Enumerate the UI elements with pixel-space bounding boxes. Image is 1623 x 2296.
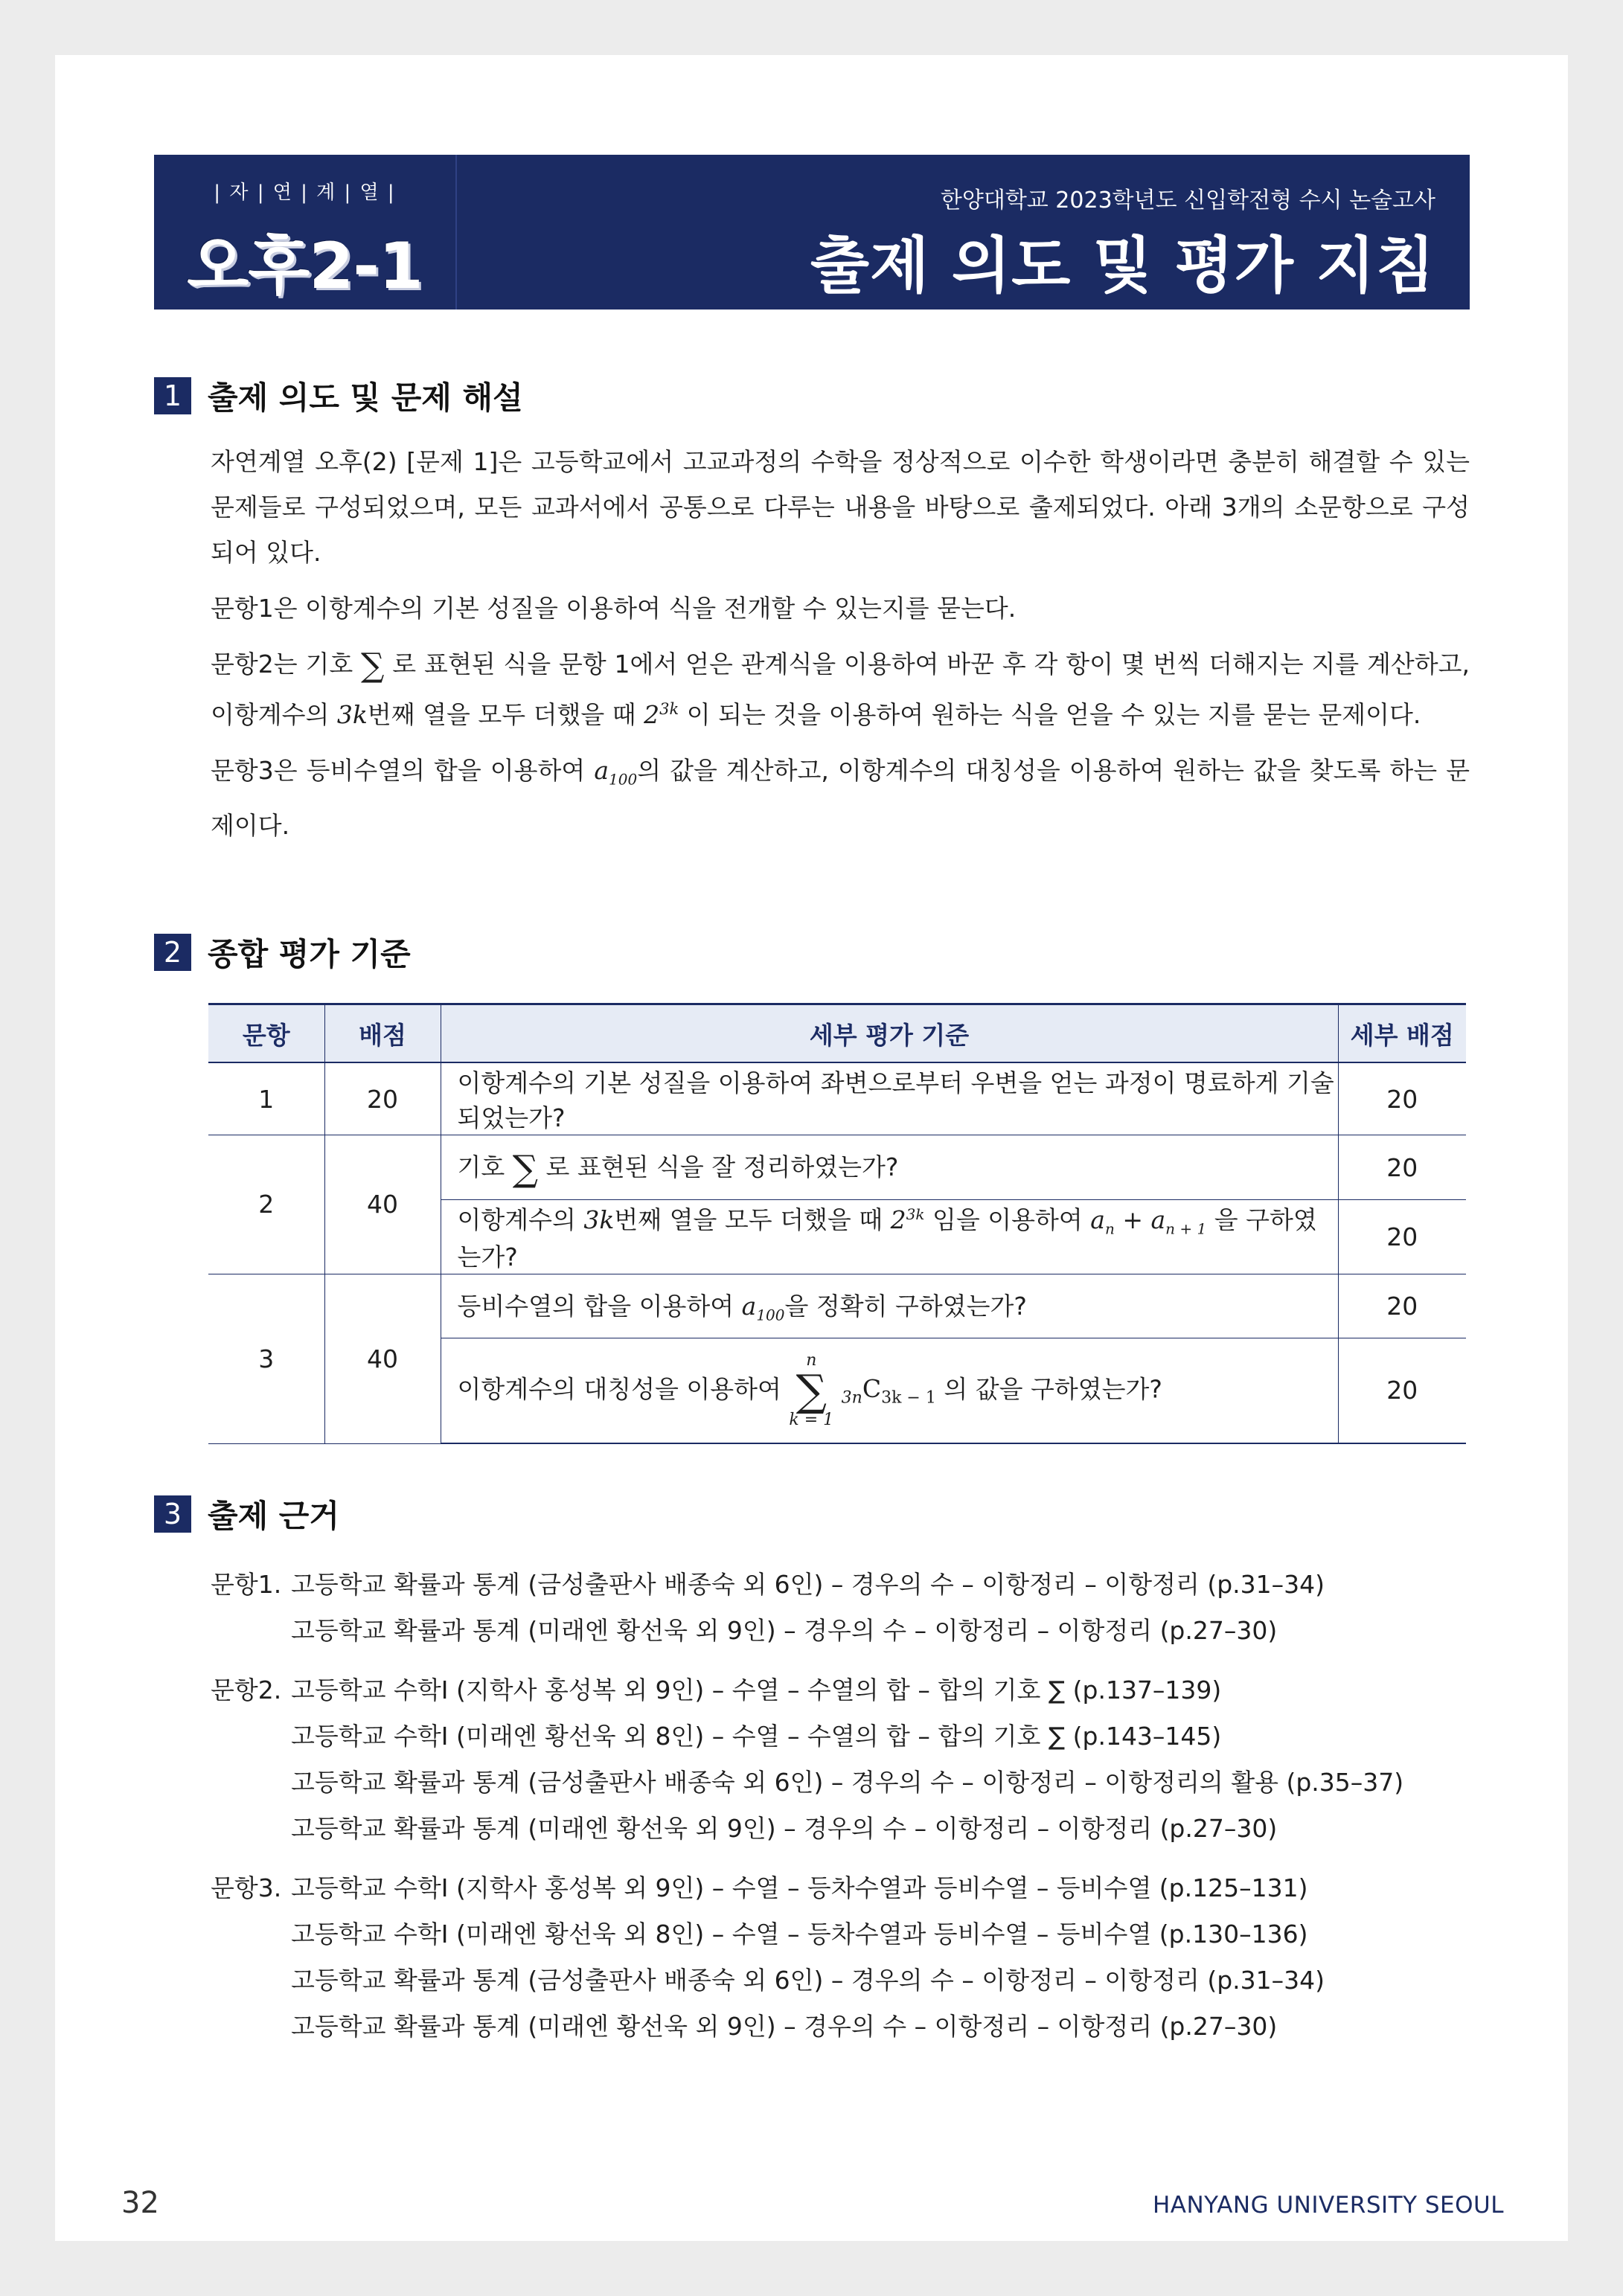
criterion-score: 20	[1338, 1338, 1466, 1443]
header-banner	[154, 155, 1470, 310]
item-score: 20	[324, 1062, 441, 1135]
criterion-score: 20	[1338, 1062, 1466, 1135]
reference-group	[211, 1863, 1476, 2048]
reference-line: 고등학교 확률과 통계 (금성출판사 배종숙 외 6인) – 경우의 수 – 이항정리 – 이항정리의 활용 (p.35–37)	[291, 1767, 1404, 1797]
section-1-body	[211, 439, 1470, 848]
section-1-heading	[154, 377, 523, 414]
criterion: 이항계수의 대칭성을 이용하여 n ∑ k = 1 $_{3n}C_{3k - 1}$ 의 값을 구하였는가?	[441, 1338, 1338, 1443]
section-number: 1	[154, 377, 191, 414]
criterion: 기호 ∑ 로 표현된 식을 잘 정리하였는가?	[441, 1135, 1338, 1200]
item-number: 3	[208, 1274, 324, 1443]
paragraph-overview: 자연계열 오후(2) [문제 1]은 고등학교에서 고교과정의 수학을 정상적으로 이수한 학생이라면 충분히 해결할 수 있는 문제들로 구성되었으며, 모든 교과서에서 공통으로 다루는 내용을 바탕으로 출제되었다. 아래 3개의 소문항으로 구성되어 있다.	[211, 447, 1470, 567]
paragraph-q2: 문항2는 기호 ∑ 로 표현된 식을 문항 1에서 얻은 관계식을 이용하여 바꾼 후 각 항이 몇 번씩 더해지는 지를 계산하고, 이항계수의 3k번째 열을 모두 더했을 때 $2^{3k}$ 이 되는 것을 이용하여 원하는 식을 얻을 수 있는 지를 묻는 문제이다.	[211, 646, 1470, 729]
criterion-score: 20	[1338, 1135, 1466, 1200]
reference-line: 문항1. 고등학교 확률과 통계 (금성출판사 배종숙 외 6인) – 경우의 수 – 이항정리 – 이항정리 (p.31–34)	[211, 1569, 1325, 1599]
item-score: 40	[324, 1274, 441, 1443]
section-3-heading	[154, 1495, 339, 1533]
item-number: 2	[208, 1135, 324, 1274]
section-number: 3	[154, 1495, 191, 1533]
column-header: 배점	[324, 1004, 441, 1063]
math-3k: 3k	[336, 700, 368, 729]
reference-line: 고등학교 확률과 통계 (미래엔 황선욱 외 9인) – 경우의 수 – 이항정리 – 이항정리 (p.27–30)	[291, 1813, 1278, 1843]
references	[211, 1559, 1476, 2061]
summation: n ∑ k = 1	[789, 1350, 834, 1429]
column-header: 세부 배점	[1338, 1004, 1466, 1063]
exam-name: 한양대학교 2023학년도 신입학전형 수시 논술고사	[940, 187, 1435, 214]
criterion-score: 20	[1338, 1274, 1466, 1338]
reference-group	[211, 1559, 1476, 1652]
item-number: 1	[208, 1062, 324, 1135]
table-header-row	[208, 1004, 1466, 1063]
section-title: 출제 근거	[208, 1498, 339, 1534]
evaluation-table	[208, 1003, 1466, 1444]
session-block	[154, 155, 457, 310]
paragraph-q1: 문항1은 이항계수의 기본 성질을 이용하여 식을 전개할 수 있는지를 묻는다.	[211, 594, 1017, 623]
table-row	[208, 1274, 1466, 1338]
reference-line: 고등학교 수학Ⅰ (미래엔 황선욱 외 8인) – 수열 – 등차수열과 등비수열 – 등비수열 (p.130–136)	[291, 1919, 1308, 1949]
section-title: 출제 의도 및 문제 해설	[208, 379, 523, 416]
section-number: 2	[154, 934, 191, 971]
reference-line: 고등학교 확률과 통계 (미래엔 황선욱 외 9인) – 경우의 수 – 이항정리 – 이항정리 (p.27–30)	[291, 2011, 1278, 2041]
table-row	[208, 1062, 1466, 1135]
sigma-symbol: ∑	[361, 646, 385, 684]
track-label: | 자 | 연 | 계 | 열 |	[214, 182, 396, 204]
table-row	[208, 1135, 1466, 1200]
sigma-symbol: ∑	[512, 1147, 539, 1190]
session-label: 오후2-1	[187, 229, 423, 304]
item-score: 40	[324, 1135, 441, 1274]
math-2-power: $2^{3k}$	[644, 700, 679, 729]
reference-line: 고등학교 수학Ⅰ (미래엔 황선욱 외 8인) – 수열 – 수열의 합 – 합의 기호 ∑ (p.143–145)	[291, 1721, 1222, 1751]
reference-line: 문항3. 고등학교 수학Ⅰ (지학사 홍성복 외 9인) – 수열 – 등차수열과 등비수열 – 등비수열 (p.125–131)	[211, 1873, 1308, 1902]
math-a100: $a_{100}$	[594, 756, 638, 789]
column-header: 세부 평가 기준	[441, 1004, 1338, 1063]
document-title: 출제 의도 및 평가 지침	[810, 231, 1435, 301]
column-header: 문항	[208, 1004, 324, 1063]
criterion: 이항계수의 3k번째 열을 모두 더했을 때 $2^{3k}$ 임을 이용하여 $a_n + a_{n + 1}$ 을 구하였는가?	[441, 1200, 1338, 1274]
criterion: 이항계수의 기본 성질을 이용하여 좌변으로부터 우변을 얻는 과정이 명료하게 기술되었는가?	[441, 1062, 1338, 1135]
reference-line: 문항2. 고등학교 수학Ⅰ (지학사 홍성복 외 9인) – 수열 – 수열의 합 – 합의 기호 ∑ (p.137–139)	[211, 1675, 1222, 1705]
paragraph-q3: 문항3은 등비수열의 합을 이용하여 $a_{100}$의 값을 계산하고, 이항계수의 대칭성을 이용하여 원하는 값을 찾도록 하는 문제이다.	[211, 756, 1470, 840]
section-title: 종합 평가 기준	[208, 936, 411, 972]
reference-group	[211, 1665, 1476, 1850]
page-number: 32	[121, 2186, 159, 2220]
university-name: HANYANG UNIVERSITY SEOUL	[1152, 2192, 1504, 2219]
section-2-heading	[154, 934, 411, 971]
criterion-score: 20	[1338, 1200, 1466, 1274]
reference-line: 고등학교 확률과 통계 (금성출판사 배종숙 외 6인) – 경우의 수 – 이항정리 – 이항정리 (p.31–34)	[291, 1965, 1325, 1995]
criterion: 등비수열의 합을 이용하여 $a_{100}$을 정확히 구하였는가?	[441, 1274, 1338, 1338]
reference-line: 고등학교 확률과 통계 (미래엔 황선욱 외 9인) – 경우의 수 – 이항정리 – 이항정리 (p.27–30)	[291, 1615, 1278, 1645]
